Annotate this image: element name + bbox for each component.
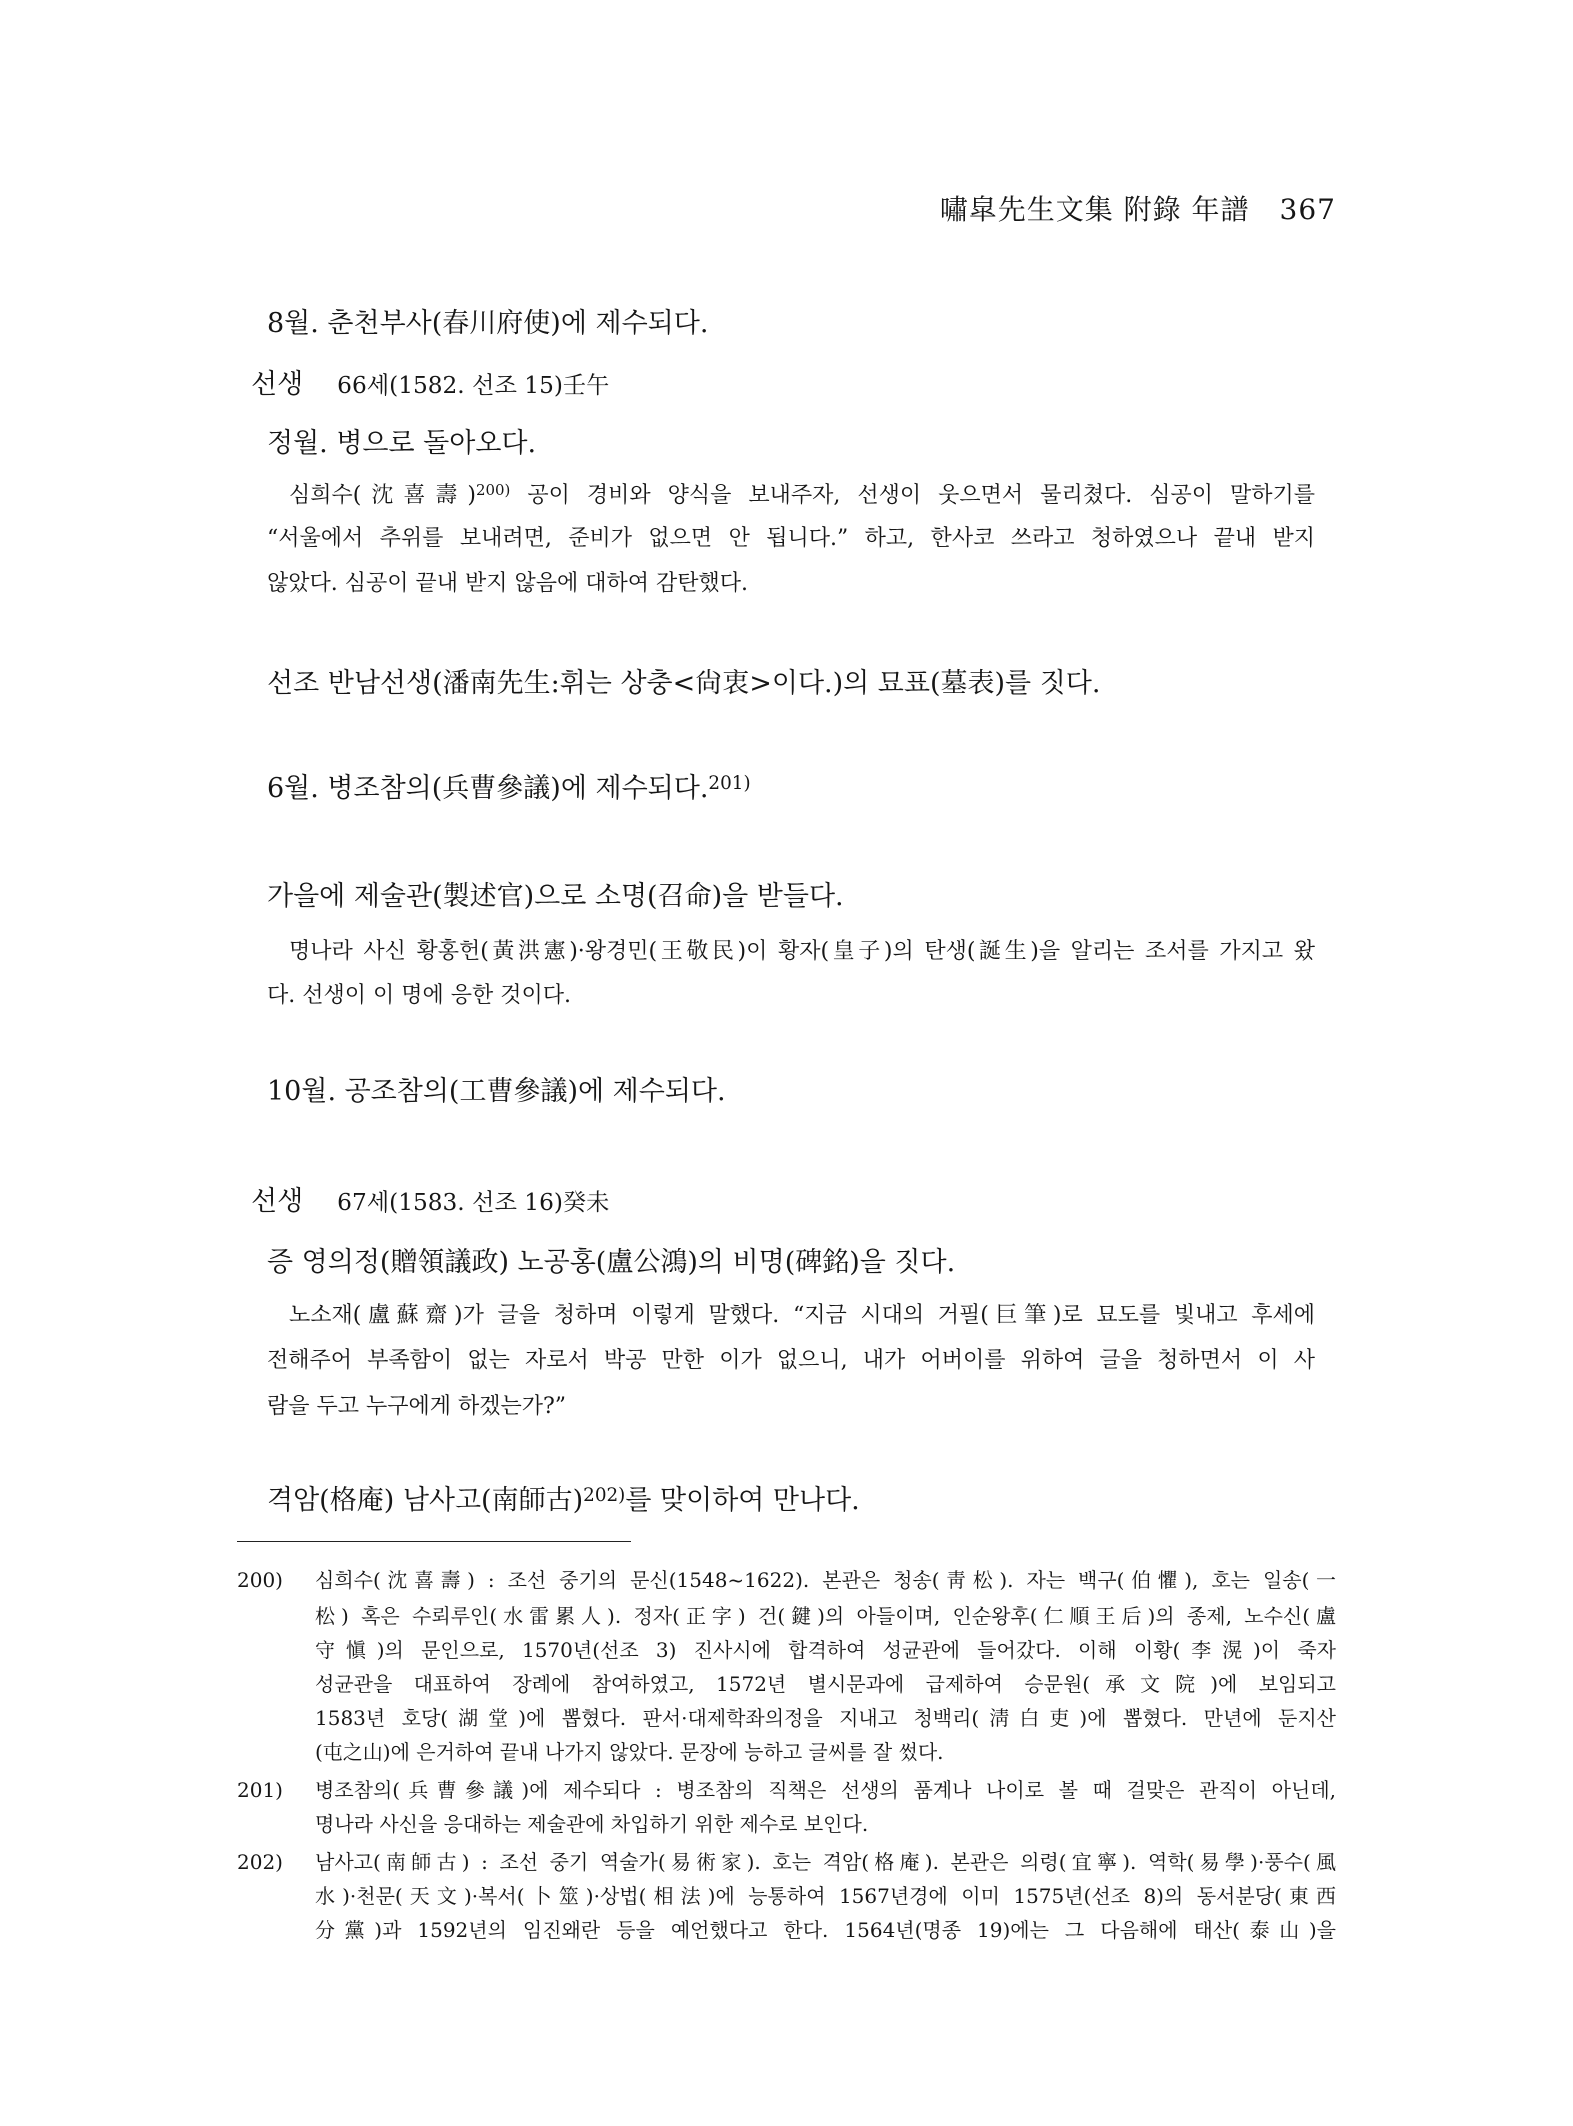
entry-heading: 10월. 공조참의(工曹參議)에 제수되다. <box>267 1076 726 1107</box>
footnote-line: 分黨)과 1592년의 임진왜란 등을 예언했다고 한다. 1564년(명종 19)에는 그 다음해에 태산(泰山)을 <box>315 1918 1336 1942</box>
footnote-line: 성균관을 대표하여 장례에 참여하였고, 1572년 별시문과에 급제하여 승문원(承文院)에 보임되고 <box>315 1672 1336 1696</box>
year-heading <box>251 367 1336 405</box>
year-heading-label: 선생 <box>251 369 304 400</box>
footnote-line: 松) 혹은 수뢰루인(水雷累人). 정자(正字) 건(鍵)의 아들이며, 인순왕후(仁順王后)의 종제, 노수신(盧 <box>315 1604 1336 1628</box>
entry-heading: 8월. 춘천부사(春川府使)에 제수되다. <box>267 308 709 339</box>
entry-heading: 선조 반남선생(潘南先生:휘는 상충<尙衷>이다.)의 묘표(墓表)를 짓다. <box>267 668 1101 699</box>
paragraph-text: 공이 경비와 양식을 보내주자, 선생이 웃으면서 물리쳤다. 심공이 말하기를 <box>510 483 1315 508</box>
entry-heading <box>267 1483 1336 1521</box>
footnote-line: 水)·천문(天文)·복서(卜筮)·상법(相法)에 능통하여 1567년경에 이미 1575년(선조 8)의 동서분당(東西 <box>315 1884 1336 1908</box>
entry-heading-text: 격암(格庵) 남사고(南師古) <box>267 1485 584 1516</box>
entry-heading <box>267 771 1336 809</box>
year-heading-label: 선생 <box>251 1186 304 1217</box>
collection-title: 嘯皐先生文集 附錄 年譜 <box>939 193 1250 226</box>
year-heading-text: 67세(1583. 선조 16)癸未 <box>337 1189 610 1216</box>
paragraph-line: 전해주어 부족함이 없는 자로서 박공 만한 이가 없으니, 내가 어버이를 위하여 글을 청하면서 이 사 <box>267 1348 1315 1373</box>
paragraph-line: 명나라 사신 황홍헌(黃洪憲)·왕경민(王敬民)이 황자(皇子)의 탄생(誕生)을 알리는 조서를 가지고 왔 <box>289 939 1315 964</box>
footnote-line: 심희수(沈喜壽) : 조선 중기의 문신(1548~1622). 본관은 청송(靑松). 자는 백구(伯懼), 호는 일송(一 <box>315 1568 1336 1592</box>
footnote-ref: 200) <box>475 481 511 500</box>
footnote-line: 守愼)의 문인으로, 1570년(선조 3) 진사시에 합격하여 성균관에 들어갔다. 이해 이황(李滉)이 죽자 <box>315 1638 1336 1662</box>
footnote-number: 200) <box>237 1568 283 1592</box>
paragraph-line <box>289 480 1315 514</box>
footnote-line: (屯之山)에 은거하여 끝내 나가지 않았다. 문장에 능하고 글씨를 잘 썼다. <box>315 1740 944 1764</box>
paragraph-text: 심희수(沈喜壽) <box>289 483 476 508</box>
footnote-line: 1583년 호당(湖堂)에 뽑혔다. 판서·대제학좌의정을 지내고 청백리(淸白吏)에 뽑혔다. 만년에 둔지산 <box>315 1706 1336 1730</box>
footnote-number: 201) <box>237 1778 283 1802</box>
footnote-line: 병조참의(兵曹參議)에 제수되다 : 병조참의 직책은 선생의 품계나 나이로 볼 때 걸맞은 관직이 아닌데, <box>315 1778 1336 1802</box>
year-heading-text: 66세(1582. 선조 15)壬午 <box>337 372 610 399</box>
footnote-ref: 202) <box>583 1484 626 1506</box>
entry-heading: 증 영의정(贈領議政) 노공홍(盧公鴻)의 비명(碑銘)을 짓다. <box>267 1247 956 1278</box>
entry-heading: 가을에 제술관(製述官)으로 소명(召命)을 받들다. <box>267 881 844 912</box>
footnote-line: 명나라 사신을 응대하는 제술관에 차입하기 위한 제수로 보인다. <box>315 1812 869 1836</box>
paragraph-line: 람을 두고 누구에게 하겠는가?” <box>267 1394 567 1419</box>
year-heading <box>251 1184 1336 1222</box>
paragraph-line: 않았다. 심공이 끝내 받지 않음에 대하여 감탄했다. <box>267 571 748 596</box>
footnote-line: 남사고(南師古) : 조선 중기 역술가(易術家). 호는 격암(格庵). 본관은 의령(宜寧). 역학(易學)·풍수(風 <box>315 1850 1336 1874</box>
entry-heading-text: 6월. 병조참의(兵曹參議)에 제수되다. <box>267 773 709 804</box>
footnote-rule <box>237 1541 631 1542</box>
page-number: 367 <box>1279 193 1336 226</box>
running-header <box>940 190 1336 230</box>
entry-heading: 정월. 병으로 돌아오다. <box>267 428 537 459</box>
footnote-ref: 201) <box>708 772 751 794</box>
entry-heading-text: 를 맞이하여 만나다. <box>625 1485 860 1516</box>
paragraph-line: “서울에서 추위를 보내려면, 준비가 없으면 안 됩니다.” 하고, 한사코 쓰라고 청하였으나 끝내 받지 <box>267 526 1315 551</box>
footnote-number: 202) <box>237 1850 283 1874</box>
paragraph-line: 노소재(盧蘇齋)가 글을 청하며 이렇게 말했다. “지금 시대의 거필(巨筆)로 묘도를 빛내고 후세에 <box>289 1303 1315 1328</box>
paragraph-line: 다. 선생이 이 명에 응한 것이다. <box>267 983 571 1008</box>
